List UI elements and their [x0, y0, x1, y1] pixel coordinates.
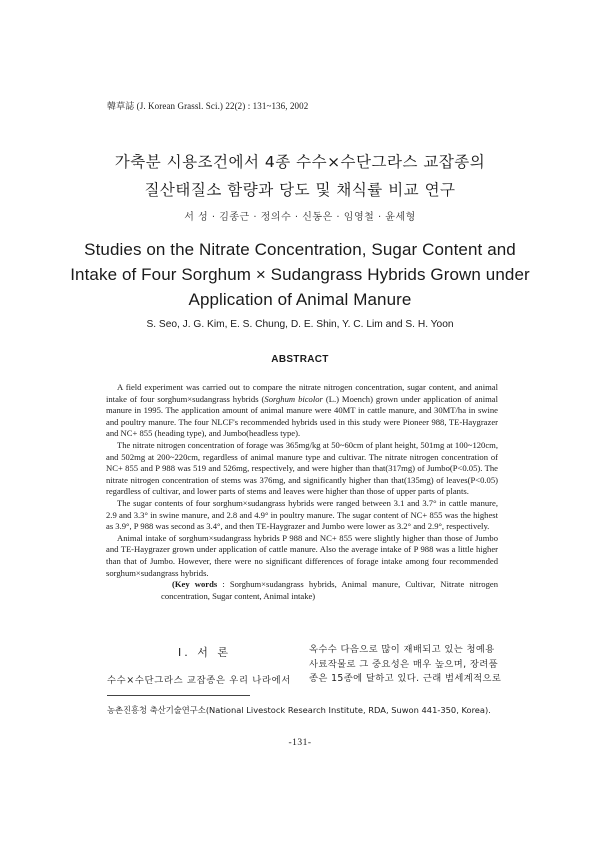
korean-title-line-1: 가축분 시용조건에서 4종 수수×수단그라스 교잡종의 — [114, 153, 486, 171]
keywords-text: : Sorghum×sudangrass hybrids, Animal manure, Cultivar, Nitrate nitrogen concentration, Sugar content, Animal intake) — [161, 579, 499, 601]
species-name: Sorghum bicolor — [264, 393, 323, 404]
intro-right-column — [309, 643, 502, 687]
keywords — [106, 579, 498, 602]
abstract-body — [106, 382, 498, 602]
english-authors: S. Seo, J. G. Kim, E. S. Chung, D. E. Shin, Y. C. Lim and S. H. Yoon — [146, 319, 454, 330]
page-number: -131- — [288, 738, 312, 748]
abstract-heading: ABSTRACT — [271, 354, 329, 365]
english-title-line-1: Studies on the Nitrate Concentration, Sugar Content and — [84, 240, 516, 259]
section-heading-introduction: Ⅰ. 서 론 — [178, 646, 231, 659]
abstract-paragraph-1 — [106, 382, 498, 440]
english-title-line-3: Application of Animal Manure — [188, 290, 412, 309]
abstract-p1-part-a: A field experiment was carried out to compare the nitrate nitrogen concentration, sugar content, and animal intake of four sorghum×sudangrass hybrids ( — [106, 382, 498, 404]
intro-right-line-1: 옥수수 다음으로 많이 재배되고 있는 청예용 — [309, 644, 495, 655]
journal-reference: 韓草誌 (J. Korean Grassl. Sci.) 22(2) : 131~136, 2002 — [107, 101, 309, 111]
keywords-label: (Key words — [172, 579, 218, 590]
korean-title-line-2: 질산태질소 함량과 당도 및 채식률 비교 연구 — [144, 181, 456, 199]
korean-authors: 서 성 · 김종근 · 정의수 · 신동은 · 임영철 · 윤세형 — [184, 212, 416, 223]
abstract-paragraph-2: The nitrate nitrogen concentration of forage was 365mg/kg at 50~60cm of plant height, 501mg at 100~120cm, and 502mg at 200~220cm, regardless of animal manure type and cultivar. The nitrate nitrogen concentration of NC+ 855 and P 988 was 519 and 526mg, respectively, and were higher than that(317mg) of Jumbo(P<0.05). The nitrate nitrogen concentration of stems was 376mg, and significantly higher than that(135mg) of leaves(P<0.05) regardless of cultivar, and lower parts of stems and leaves were higher than those of upper parts of plants. — [106, 439, 498, 497]
affiliation-footnote: 농촌진흥청 축산기술연구소(National Livestock Research Institute, RDA, Suwon 441-350, Korea). — [107, 705, 491, 715]
abstract-p1-part-b: (L.) Moench) grown under application of animal manure in 1995. The application amount of animal manure were 40MT in cattle manure, and 30MT/ha in swine and poultry manure. The four NLCF's recommended hybrids used in this study were Pioneer 988, TE-Haygrazer and NC+ 855 (heading type), and Jumbo(headless type). — [106, 393, 498, 439]
intro-left-column-text: 수수×수단그라스 교잡종은 우리 나라에서 — [107, 675, 292, 686]
footnote-divider — [107, 695, 250, 696]
intro-right-line-3: 종은 15종에 달하고 있다. 근래 범세계적으로 — [309, 673, 502, 684]
abstract-paragraph-4: Animal intake of sorghum×sudangrass hybrids P 988 and NC+ 855 were slightly higher than those of Jumbo and TE-Haygrazer grown under application of cattle manure. Also the average intake of P 988 was a little higher than that of Jumbo. However, there were no significant differences of forage intake among four recommended sorghum×sudangrass hybrids. — [106, 532, 498, 578]
intro-right-line-2: 사료작물로 그 중요성은 매우 높으며, 장려품 — [309, 658, 498, 670]
abstract-paragraph-3: The sugar contents of four sorghum×sudangrass hybrids were ranged between 3.1 and 3.7° in cattle manure, 2.9 and 3.3° in swine manure, and 2.8 and 4.9° in poultry manure. The sugar content of NC+ 855 was the highest as 3.9°, P 988 was second as 3.4°, and then TE-Haygrazer and Jumbo were lower as 3.2° and 2.9°, respectively. — [106, 497, 498, 532]
english-title-line-2: Intake of Four Sorghum × Sudangrass Hybrids Grown under — [70, 265, 530, 284]
